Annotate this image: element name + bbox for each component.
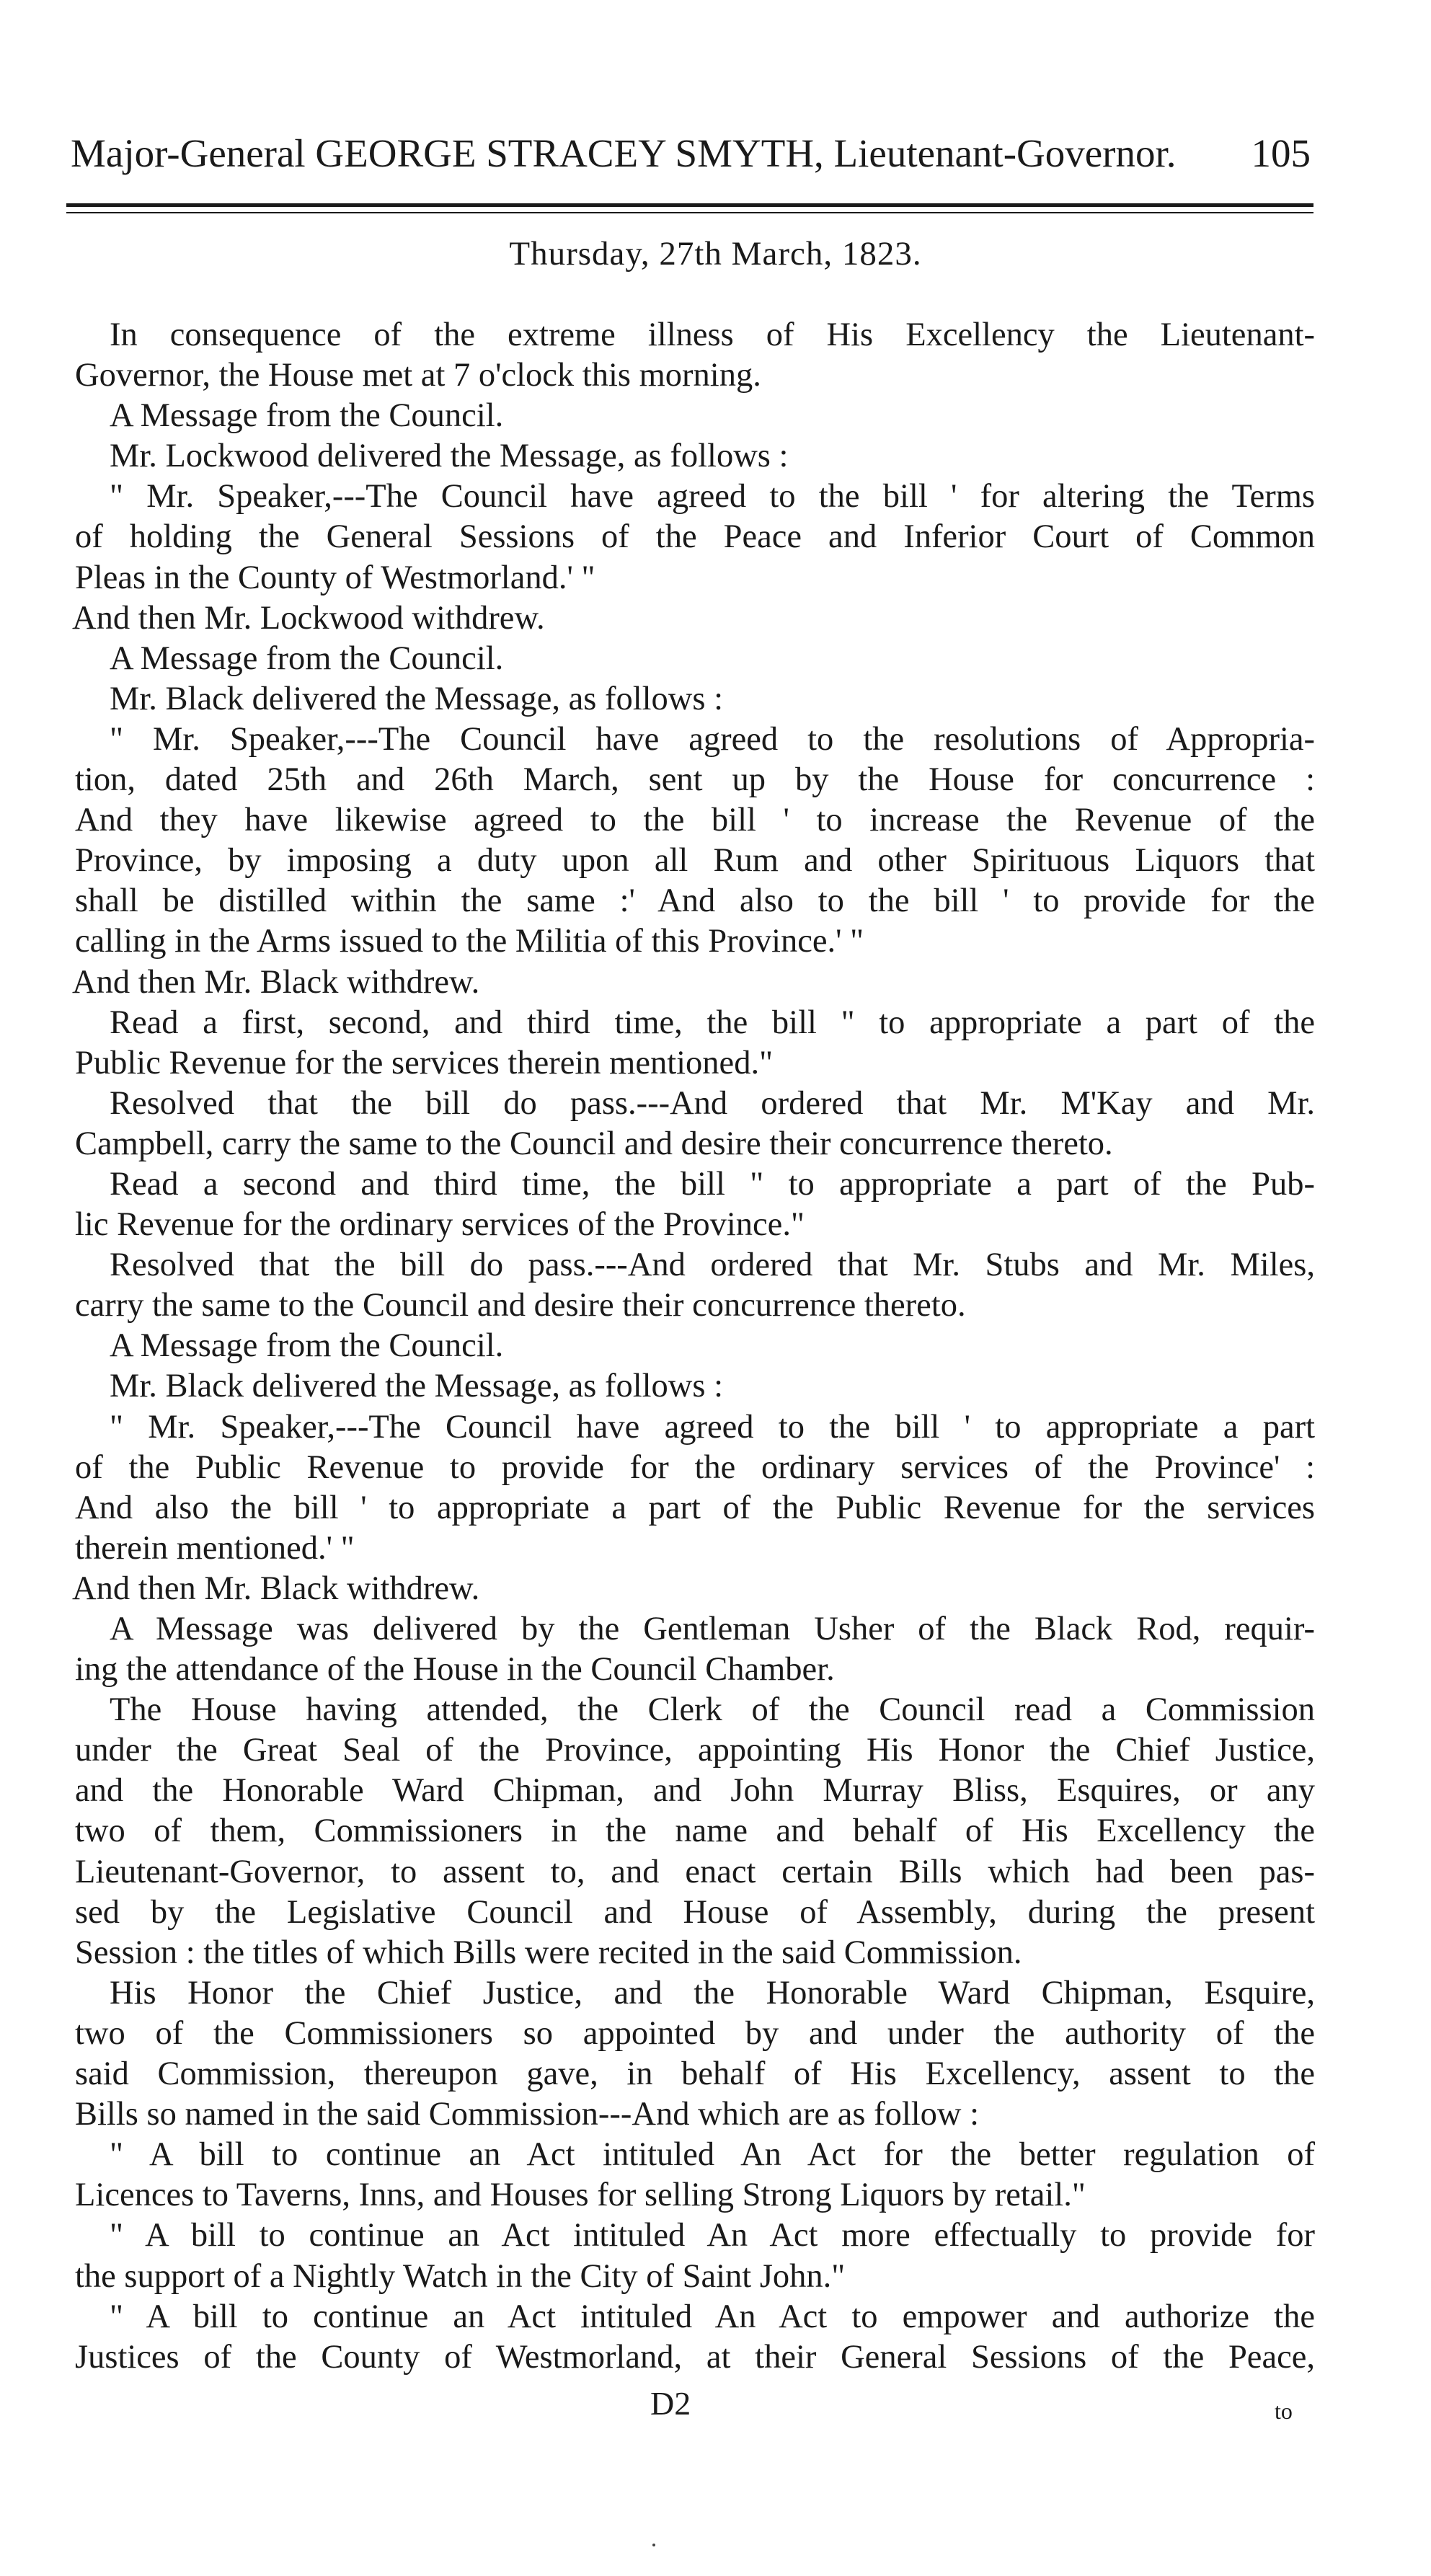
text-line: " Mr. Speaker,---The Council have agreed to the bill ' to appropriate a part (110, 1408, 1315, 1446)
text-line: calling in the Arms issued to the Militia of this Province.' " (75, 923, 864, 960)
text-line: said Commission, thereupon gave, in behalf of His Excellency, assent to the (75, 2055, 1315, 2093)
text-line: and the Honorable Ward Chipman, and John Murray Bliss, Esquires, or any (75, 1772, 1315, 1810)
catchword: to (1275, 2398, 1293, 2424)
text-line: Resolved that the bill do pass.---And ordered that Mr. M'Kay and Mr. (110, 1084, 1315, 1122)
header-rule-thin (66, 212, 1313, 213)
running-header (71, 128, 1311, 179)
text-line: shall be distilled within the same :' And also to the bill ' to provide for the (75, 882, 1315, 920)
text-line: Mr. Lockwood delivered the Message, as follows : (110, 438, 789, 475)
text-line: tion, dated 25th and 26th March, sent up by the House for concurrence : (75, 761, 1315, 799)
text-line: Lieutenant-Governor, to assent to, and enact certain Bills which had been pas- (75, 1853, 1315, 1890)
text-line: the support of a Nightly Watch in the City of Saint John." (75, 2257, 846, 2295)
text-line: " A bill to continue an Act intituled An Act more effectually to provide for (110, 2217, 1315, 2254)
date-heading (0, 232, 1431, 275)
text-line: Read a first, second, and third time, the bill " to appropriate a part of the (110, 1004, 1315, 1041)
text-line: A Message from the Council. (110, 639, 504, 677)
stray-mark (652, 2544, 655, 2546)
text-line: Mr. Black delivered the Message, as follows : (110, 1368, 724, 1405)
signature-mark: D2 (650, 2385, 691, 2422)
text-line: A Message from the Council. (110, 397, 504, 435)
text-line: Governor, the House met at 7 o'clock this morning. (75, 357, 761, 394)
text-line: Resolved that the bill do pass.---And ordered that Mr. Stubs and Mr. Miles, (110, 1247, 1315, 1284)
text-line: " A bill to continue an Act intituled An Act to empower and authorize the (110, 2298, 1315, 2335)
text-line: And also the bill ' to appropriate a part of the Public Revenue for the services (75, 1489, 1315, 1526)
date-heading-text: Thursday, 27th March, 1823. (509, 235, 922, 273)
page-number: 105 (1251, 131, 1311, 175)
text-line: The House having attended, the Clerk of the Council read a Commission (110, 1691, 1315, 1729)
text-line: Campbell, carry the same to the Council and desire their concurrence thereto. (75, 1125, 1113, 1162)
text-line: under the Great Seal of the Province, appointing His Honor the Chief Justice, (75, 1732, 1315, 1769)
text-line: " Mr. Speaker,---The Council have agreed to the bill ' for altering the Terms (110, 478, 1315, 515)
text-line: A Message from the Council. (110, 1327, 504, 1365)
text-line: two of them, Commissioners in the name and behalf of His Excellency the (75, 1813, 1315, 1850)
text-line: In consequence of the extreme illness of His Excellency the Lieutenant- (110, 317, 1315, 353)
text-line: " A bill to continue an Act intituled An Act for the better regulation of (110, 2136, 1315, 2174)
text-line: Session : the titles of which Bills were recited in the said Commission. (75, 1934, 1022, 1971)
text-line: And then Mr. Black withdrew. (72, 1570, 480, 1607)
body-text (72, 315, 1315, 2378)
text-line: sed by the Legislative Council and House of Assembly, during the present (75, 1893, 1315, 1931)
text-line: of the Public Revenue to provide for the ordinary services of the Province' : (75, 1448, 1315, 1486)
running-title: Major-General GEORGE STRACEY SMYTH, Lieutenant-Governor. (71, 131, 1177, 175)
text-line: And they have likewise agreed to the bill ' to increase the Revenue of the (75, 802, 1315, 839)
text-line: A Message was delivered by the Gentleman Usher of the Black Rod, requir- (110, 1611, 1315, 1647)
text-line: Licences to Taverns, Inns, and Houses for selling Strong Liquors by retail." (75, 2177, 1086, 2214)
text-line: Mr. Black delivered the Message, as follows : (110, 680, 724, 717)
text-line: Province, by imposing a duty upon all Rum and other Spirituous Liquors that (75, 842, 1315, 880)
text-line: And then Mr. Black withdrew. (72, 963, 480, 1001)
text-line: ing the attendance of the House in the Council Chamber. (75, 1651, 835, 1688)
text-line: Pleas in the County of Westmorland.' " (75, 559, 595, 596)
text-line: And then Mr. Lockwood withdrew. (72, 599, 545, 637)
text-line: His Honor the Chief Justice, and the Honorable Ward Chipman, Esquire, (110, 1974, 1315, 2011)
text-line: of holding the General Sessions of the Peace and Inferior Court of Common (75, 518, 1315, 556)
text-line: therein mentioned.' " (75, 1529, 355, 1567)
text-line: " Mr. Speaker,---The Council have agreed to the resolutions of Appropria- (110, 720, 1315, 758)
text-line: Read a second and third time, the bill " to appropriate a part of the Pub- (110, 1165, 1315, 1203)
text-line: two of the Commissioners so appointed by and under the authority of the (75, 2014, 1315, 2052)
text-line: carry the same to the Council and desire their concurrence thereto. (75, 1287, 966, 1324)
text-line: lic Revenue for the ordinary services of the Province." (75, 1206, 805, 1244)
text-line: Bills so named in the said Commission---And which are as follow : (75, 2096, 980, 2133)
text-line: Public Revenue for the services therein mentioned." (75, 1044, 774, 1081)
header-rule-thick (66, 203, 1313, 207)
text-line: Justices of the County of Westmorland, at their General Sessions of the Peace, (75, 2338, 1315, 2376)
